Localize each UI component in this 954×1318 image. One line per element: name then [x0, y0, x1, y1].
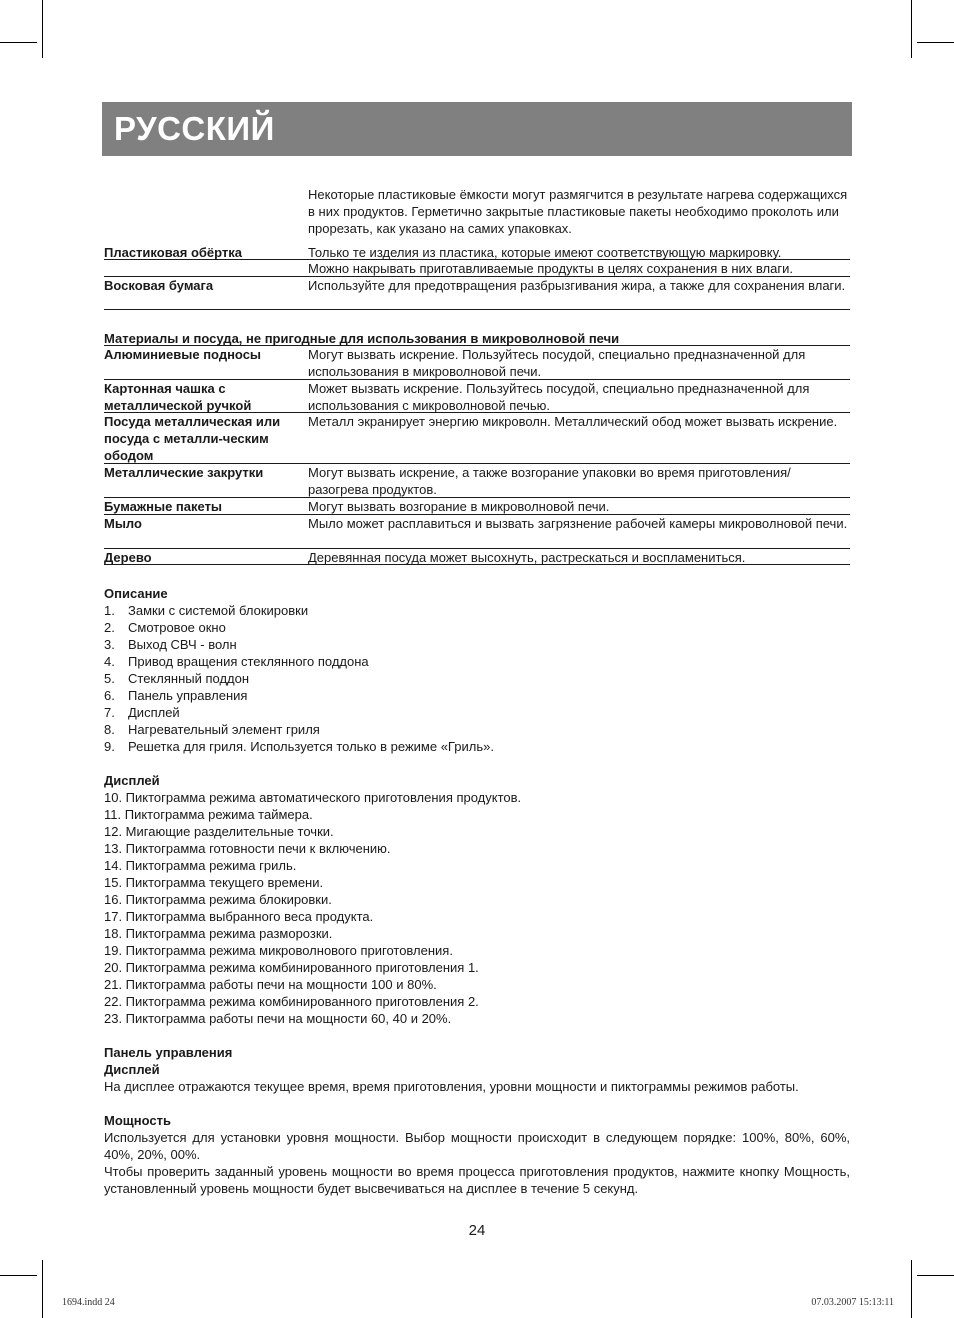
list-item: 16. Пиктограмма режима блокировки.: [104, 892, 332, 907]
item-number: 2.: [104, 620, 115, 635]
row-desc: Мыло может расплавиться и вызвать загрязнение рабочей камеры микроволновой печи.: [308, 516, 848, 531]
print-slug-file: 1694.indd 24: [62, 1297, 115, 1308]
crop-mark: [0, 42, 37, 43]
row-term: Картонная чашка с металлической ручкой: [104, 381, 252, 413]
table-row: [104, 549, 850, 565]
table-row: [104, 186, 850, 244]
list-item: [104, 653, 850, 670]
row-desc: Только те изделия из пластика, которые имеют соответствующую маркировку.: [308, 245, 782, 260]
item-number: 3.: [104, 637, 115, 652]
item-text: Панель управления: [128, 688, 248, 703]
list-item: [104, 636, 850, 653]
description-list: [104, 602, 850, 755]
list-item: [104, 721, 850, 738]
list-item: 19. Пиктограмма режима микроволнового приготовления.: [104, 943, 453, 958]
language-header-bar: [102, 102, 852, 156]
display-paragraph: На дисплее отражаются текущее время, время приготовления, уровни мощности и пиктограммы режимов работы.: [104, 1079, 799, 1094]
row-desc: Некоторые пластиковые ёмкости могут размягчится в результате нагрева содержащихся в них продуктов. Герметично закрытые пластиковые пакеты необходимо проколоть или прорезать, как указано на самих упаковках.: [308, 187, 848, 236]
item-text: Замки с системой блокировки: [128, 603, 309, 618]
description-heading: Описание: [104, 586, 168, 601]
list-item: 15. Пиктограмма текущего времени.: [104, 875, 324, 890]
power-paragraph: Чтобы проверить заданный уровень мощности во время процесса приготовления продуктов, нажмите кнопку Мощность, установленный уровень мощности будет высвечиваться на дисплее в течение 5 секунд.: [104, 1164, 850, 1196]
list-item: 23. Пиктограмма работы печи на мощности 60, 40 и 20%.: [104, 1011, 452, 1026]
power-heading: Мощность: [104, 1113, 171, 1128]
table-row: [104, 260, 850, 277]
row-term: Металлические закрутки: [104, 465, 264, 480]
list-item: [104, 619, 850, 636]
item-number: 7.: [104, 705, 115, 720]
row-desc: Могут вызвать искрение. Пользуйтесь посудой, специально предназначенной для использования в микроволновой печи.: [308, 347, 806, 379]
crop-mark: [917, 1275, 954, 1276]
list-item: [104, 738, 850, 755]
display-subheading: Дисплей: [104, 1062, 160, 1077]
display-list: [104, 789, 850, 1027]
row-desc: Используйте для предотвращения разбрызгивания жира, а также для сохранения влаги.: [308, 278, 846, 293]
crop-mark: [0, 1275, 37, 1276]
print-slug-date: 07.03.2007 15:13:11: [811, 1297, 894, 1308]
item-text: Дисплей: [128, 705, 180, 720]
page-title: РУССКИЙ: [114, 110, 275, 147]
list-item: [104, 687, 850, 704]
row-term: Мыло: [104, 516, 142, 531]
list-item: 22. Пиктограмма режима комбинированного приготовления 2.: [104, 994, 479, 1009]
item-number: 8.: [104, 722, 115, 737]
table-row: [104, 498, 850, 515]
item-number: 4.: [104, 654, 115, 669]
list-item: 17. Пиктограмма выбранного веса продукта.: [104, 909, 374, 924]
list-item: 13. Пиктограмма готовности печи к включению.: [104, 841, 391, 856]
table-row: [104, 413, 850, 464]
row-desc: Может вызвать искрение. Пользуйтесь посудой, специально предназначенной для использования с микроволновой печью.: [308, 381, 810, 413]
crop-mark: [917, 42, 954, 43]
row-term: [104, 186, 308, 244]
crop-mark: [42, 0, 43, 58]
item-text: Решетка для гриля. Используется только в режиме «Гриль».: [128, 739, 494, 754]
list-item: 11. Пиктограмма режима таймера.: [104, 807, 313, 822]
control-panel-heading: Панель управления: [104, 1045, 233, 1060]
list-item: 10. Пиктограмма режима автоматического приготовления продуктов.: [104, 790, 522, 805]
power-paragraph: Используется для установки уровня мощности. Выбор мощности происходит в следующем порядке: 100%, 80%, 60%, 40%, 20%, 00%.: [104, 1130, 850, 1162]
table-row: [104, 277, 850, 310]
display-heading: Дисплей: [104, 773, 160, 788]
table-row: [104, 464, 850, 498]
crop-mark: [911, 0, 912, 58]
table-row: [104, 380, 850, 413]
item-text: Стеклянный поддон: [128, 671, 250, 686]
row-term: Пластиковая обёртка: [104, 245, 243, 260]
item-number: 5.: [104, 671, 115, 686]
list-item: 12. Мигающие разделительные точки.: [104, 824, 334, 839]
row-term: Посуда металлическая или посуда с металли-ческим ободом: [104, 414, 281, 463]
item-text: Нагревательный элемент гриля: [128, 722, 320, 737]
row-desc: Могут вызвать возгорание в микроволновой печи.: [308, 499, 610, 514]
list-item: 21. Пиктограмма работы печи на мощности 100 и 80%.: [104, 977, 437, 992]
row-desc: Могут вызвать искрение, а также возгорание упаковки во время приготовления/ разогрева продуктов.: [308, 465, 791, 497]
list-item: 18. Пиктограмма режима разморозки.: [104, 926, 333, 941]
item-number: 9.: [104, 739, 115, 754]
item-number: 1.: [104, 603, 115, 618]
page-number: 24: [468, 1222, 486, 1239]
list-item: [104, 670, 850, 687]
row-term: [104, 260, 308, 276]
crop-mark: [911, 1260, 912, 1318]
plastic-materials-table: [104, 186, 850, 310]
section-heading: Материалы и посуда, не пригодные для использования в микроволновой печи: [104, 330, 850, 346]
table-row: [104, 346, 850, 380]
row-desc: Можно накрывать приготавливаемые продукты в целях сохранения в них влаги.: [308, 261, 793, 276]
page-content: [104, 186, 850, 1197]
list-item: 14. Пиктограмма режима гриль.: [104, 858, 297, 873]
list-item: [104, 602, 850, 619]
row-desc: Деревянная посуда может высохнуть, растрескаться и воспламениться.: [308, 550, 746, 565]
list-item: 20. Пиктограмма режима комбинированного приготовления 1.: [104, 960, 479, 975]
item-text: Привод вращения стеклянного поддона: [128, 654, 369, 669]
item-number: 6.: [104, 688, 115, 703]
item-text: Смотровое окно: [128, 620, 226, 635]
row-term: Бумажные пакеты: [104, 499, 223, 514]
table-row: [104, 244, 850, 260]
unsuitable-materials-table: [104, 330, 850, 565]
crop-mark: [42, 1260, 43, 1318]
row-desc: Металл экранирует энергию микроволн. Металлический обод может вызвать искрение.: [308, 414, 838, 429]
list-item: [104, 704, 850, 721]
table-row: [104, 515, 850, 549]
row-term: Дерево: [104, 550, 152, 565]
row-term: Алюминиевые подносы: [104, 347, 262, 362]
item-text: Выход СВЧ - волн: [128, 637, 237, 652]
row-term: Восковая бумага: [104, 278, 214, 293]
